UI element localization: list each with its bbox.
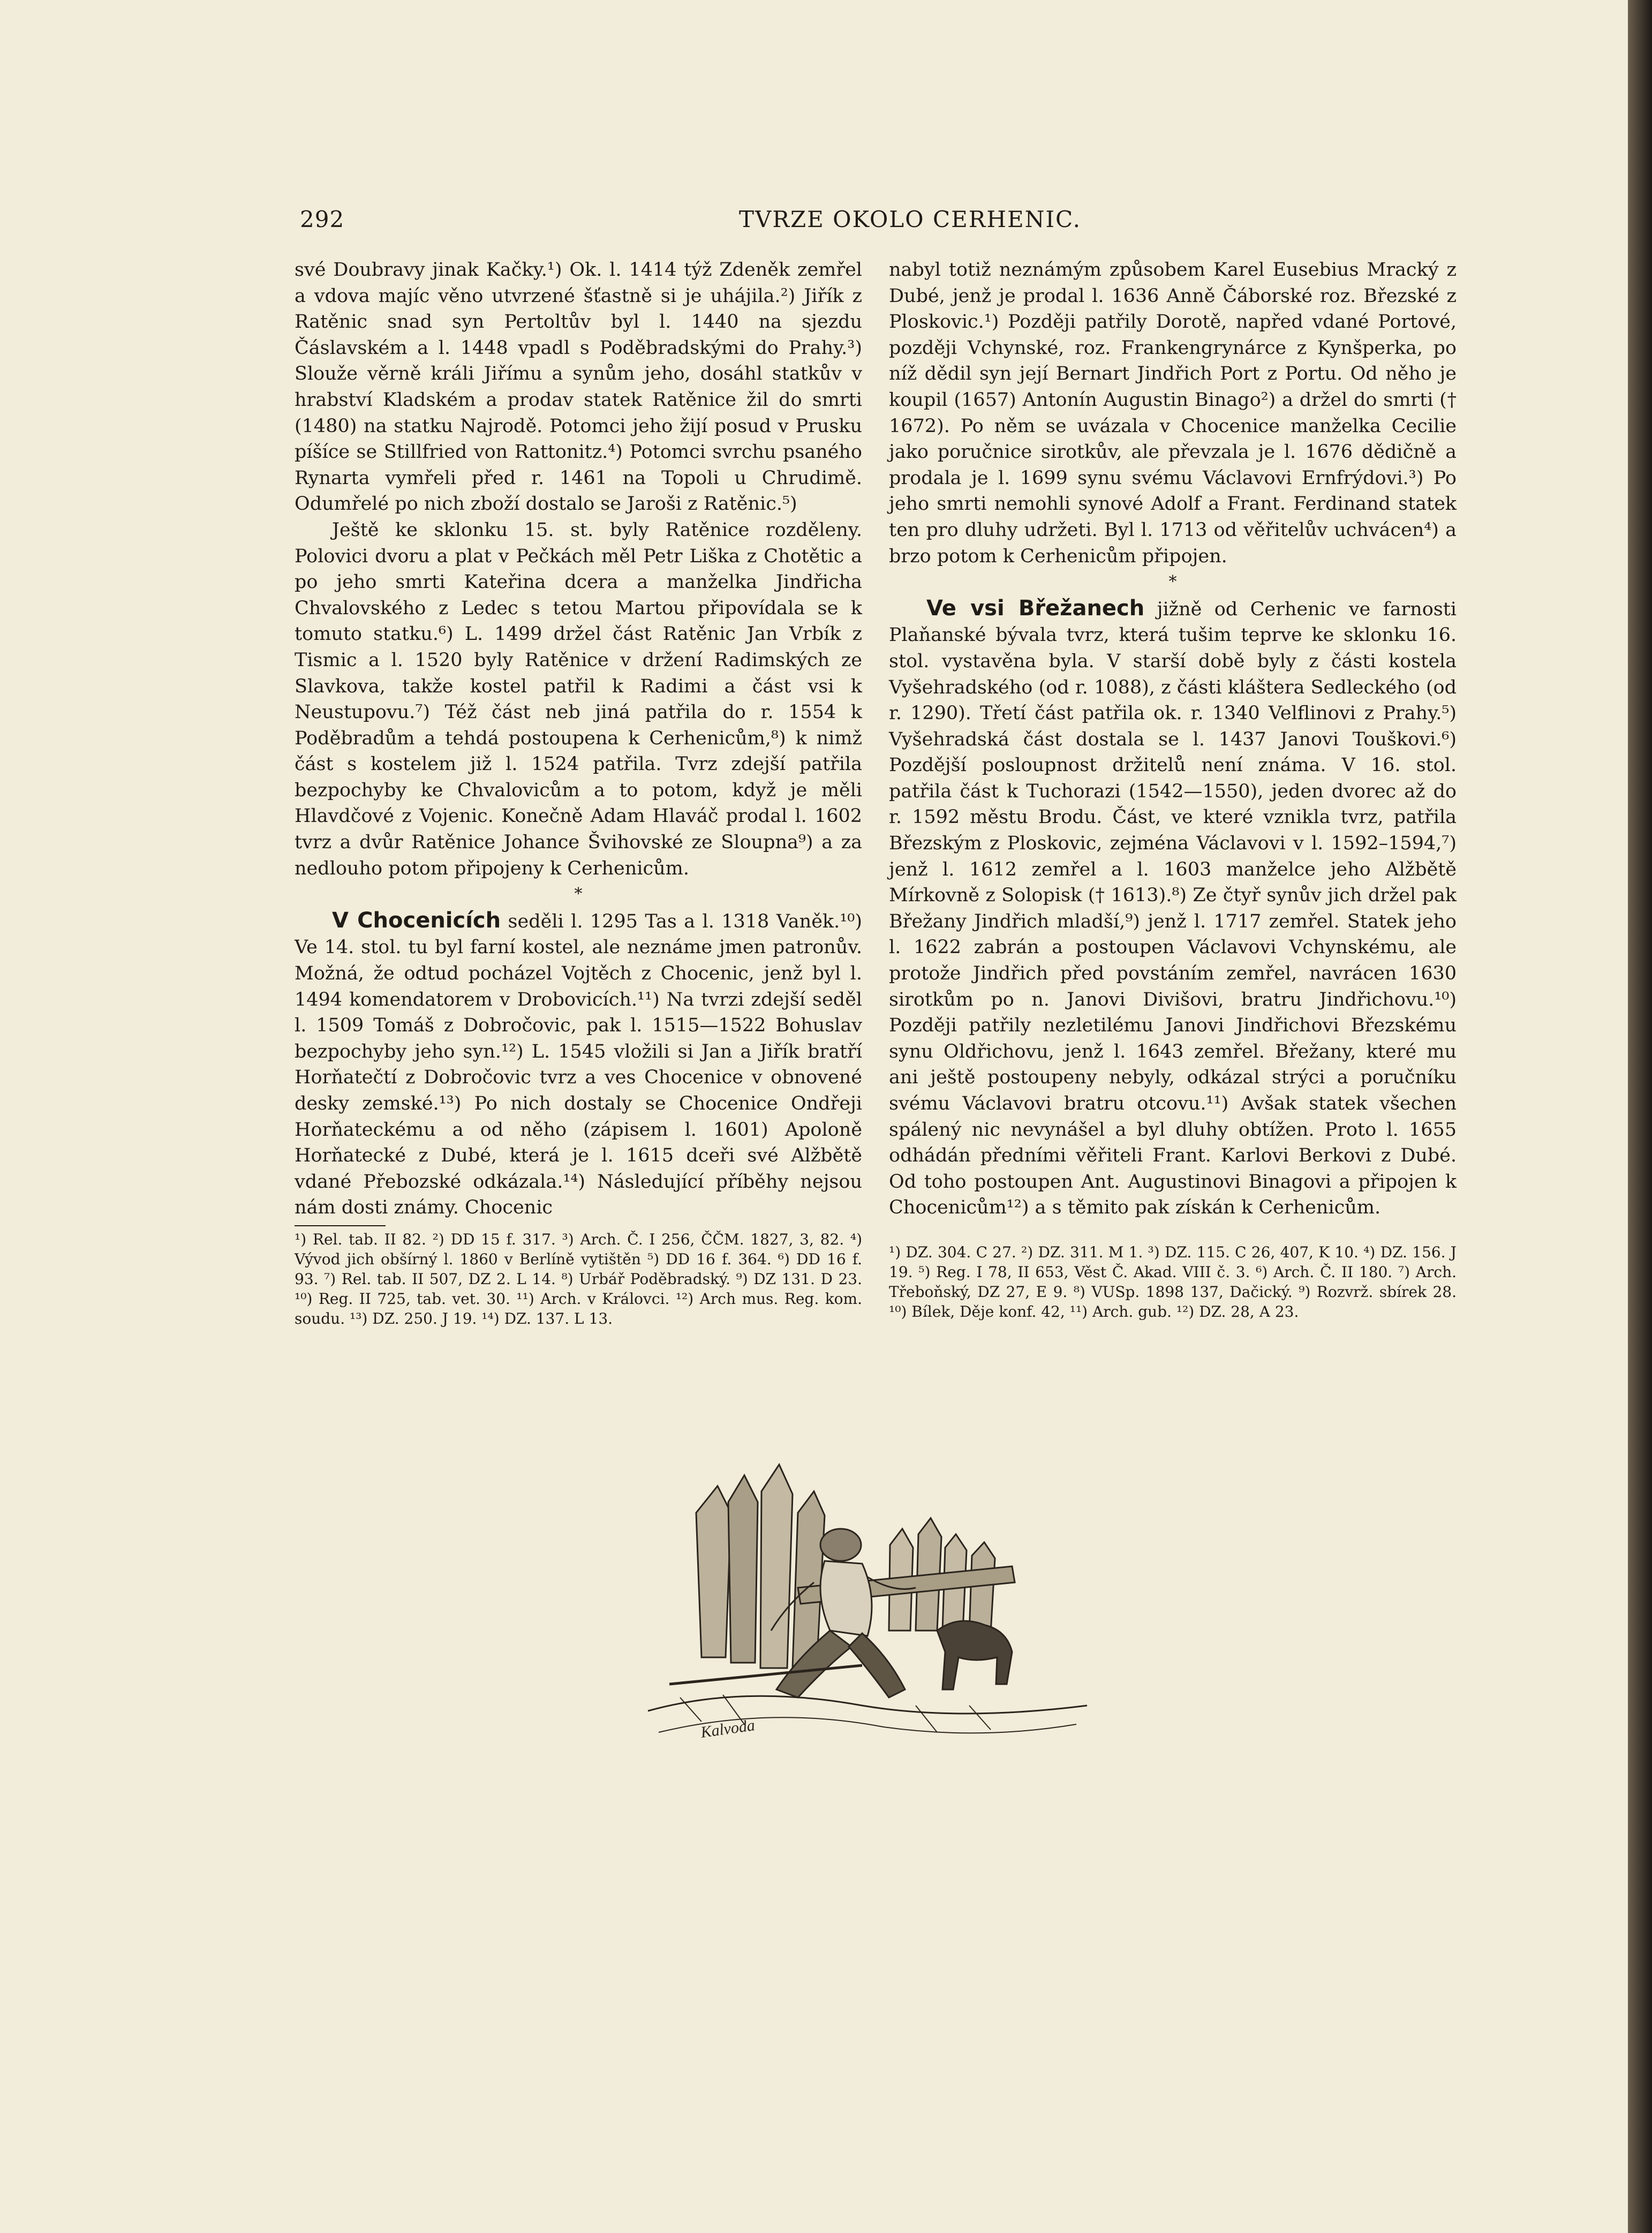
place-name-brezany: Ve vsi Břežanech <box>926 595 1145 621</box>
page-header <box>300 206 1574 238</box>
book-binding-edge <box>1628 0 1652 2233</box>
paragraph-brezany <box>889 595 1457 1221</box>
footnotes-right: ¹) DZ. 304. C 27. ²) DZ. 311. M 1. ³) DZ. 115. C 26, 407, K 10. ⁴) DZ. 156. J 19. ⁵) Reg. I 78, II 653, Věst Č. Akad. VIII č. 3. ⁶) Arch. Č. II 180. ⁷) Arch. Třeboňský, DZ 27, E 9. ⁸) VUSp. 1898 137, Dačický. ⁹) Rozvrž. sbírek 28. ¹⁰) Bílek, Děje konf. 42, ¹¹) Arch. gub. ¹²) DZ. 28, A 23. <box>889 1243 1457 1321</box>
section-separator: * <box>574 885 583 904</box>
place-name-chocenice: V Chocenicích <box>332 908 501 933</box>
paragraph-chocenice-text: seděli l. 1295 Tas a l. 1318 Vaněk.¹⁰) Ve 14. stol. tu byl farní kostel, ale neznáme jmen patronův. Možná, že odtud pocházel Vojtěch z Chocenic, jenž byl l. 1494 komendatorem v Drobovicích.¹¹) Na tvrzi zdejší seděl l. 1509 Tomáš z Dobročovic, pak l. 1515—1522 Bohuslav bezpochyby jeho syn.¹²) L. 1545 vložili si Jan a Jiřík bratří Horňatečtí z Dobročovic tvrz a ves Chocenice v obnovené desky zemské.¹³) Po nich dostaly se Chocenice Ondřeji Horňateckému a od něho (zápisem l. 1601) Apoloně Horňatecké z Dubé, která je l. 1615 dceři své Alžbětě vdané Přebozské odkázala.¹⁴) Následující příběhy nejsou nám dosti známy. Chocenic <box>295 910 862 1219</box>
paragraph-ratenice-2: Ještě ke sklonku 15. st. byly Ratěnice rozděleny. Polovici dvoru a plat v Pečkách měl Petr Liška z Chotětic a po jeho smrti Kateřina dcera a manželka Jindřicha Chvalovského z Ledec s tetou Martou připovídala se k tomuto statku.⁶) L. 1499 držel část Ratěnic Jan Vrbík z Tismic a l. 1520 byly Ratěnice v držení Radimských ze Slavkova, takže kostel patřil k Radimi a část vsi k Neustupovu.⁷) Též část neb jiná patřila do r. 1554 k Poděbradům a tehdá postoupena k Cerhenicům,⁸) k nimž část s kostelem již l. 1524 patřila. Tvrz zdejší patřila bezpochyby ke Chvalovicům a to potom, když je měli Hlavdčové z Vojenic. Konečně Adam Hlaváč prodal l. 1602 tvrz a dvůr Ratěnice Johance Švihovské ze Sloupna⁹) a za nedlouho potom připojeny k Cerhenicům. <box>295 519 862 879</box>
footnotes-left: ¹) Rel. tab. II 82. ²) DD 15 f. 317. ³) Arch. Č. I 256, ČČM. 1827, 3, 82. ⁴) Vývod jich obšírný l. 1860 v Berlíně vytištěn ⁵) DD 16 f. 364. ⁶) DD 16 f. 93. ⁷) Rel. tab. II 507, DZ 2. L 14. ⁸) Urbář Poděbradský. ⁹) DZ 131. D 23. ¹⁰) Reg. II 725, tab. vet. 30. ¹¹) Arch. v Královci. ¹²) Arch mus. Reg. kom. soudu. ¹³) DZ. 250. J 19. ¹⁴) DZ. 137. L 13. <box>295 1230 862 1327</box>
paragraph-brezany-text: jižně od Cerhenic ve farnosti Plaňanské bývala tvrz, která tušim teprve ke sklonku 16. stol. vystavěna byla. V starší době byly z části kostela Vyšehradského (od r. 1088), z části kláštera Sedleckého (od r. 1290). Třetí část patřila ok. r. 1340 Velflinovi z Prahy.⁵) Vyšehradská část dostala se l. 1437 Janovi Touškovi.⁶) Pozdější posloupnost držitelů není známa. V 16. stol. patřila část k Tuchorazi (1542—1550), jeden dvorec až do r. 1592 městu Brodu. Část, ve které vznikla tvrz, patřila Březským z Ploskovic, zejména Václavovi v l. 1592–1594,⁷) jenž l. 1612 zemřel a l. 1603 manželce jeho Alžbětě Mírkovně z Solopisk († 1613).⁸) Ze čtyř synův jich držel pak Břežany Jindřich mladší,⁹) jenž l. 1717 zemřel. Statek jeho l. 1622 zabrán a postoupen Václavovi Vchynskému, ale protože Jindřich před povstáním zemřel, navrácen 1630 sirotkům po n. Janovi Divišovi, bratru Jindřichovu.¹⁰) Později patřily nezletilému Janovi Jindřichovi Březskému synu Oldřichovu, jenž l. 1643 zemřel. Břežany, které mu ani ještě postoupeny nebyly, odkázal strýci a poručníku svému Václavovi bratru otcovu.¹¹) Avšak statek všechen spálený nic nevynášel a byl dluhy obtížen. Proto l. 1655 odhádán předními věřiteli Frant. Karlovi Berkovi z Dubé. Od toho postoupen Ant. Augustinovi Binagovi a připojen k Chocenicům¹²) a s těmito pak získán k Cerhenicům. <box>889 598 1457 1219</box>
illustration-signature: Kalvoda <box>699 1716 756 1741</box>
paragraph-ratenice-1: své Doubravy jinak Kačky.¹) Ok. l. 1414 týž Zdeněk zemřel a vdova majíc věno utvrzené šťastně si je uhájila.²) Jiřík z Ratěnic snad syn Pertoltův byl l. 1440 na sjezdu Čáslavském a l. 1448 vpadl s Poděbradskými do Prahy.³) Slouže věrně králi Jiřímu a synům jeho, dosáhl statkův v hrabství Kladském a prodav statek Ratěnice žil do smrti (1480) na statku Najrodě. Potomci jeho žijí posud v Prusku píšíce se Stillfried von Rattonitz.⁴) Potomci svrchu psaného Rynarta vymřeli před r. 1461 na Topoli u Chrudimě. Odumřelé po nich zboží dostalo se Jaroši z Ratěnic.⁵) <box>295 259 862 515</box>
fence-illustration <box>637 1454 1098 1754</box>
left-column <box>295 257 862 1329</box>
running-title: TVRZE OKOLO CERHENIC. <box>739 206 1081 232</box>
right-column <box>889 257 1457 1322</box>
paragraph-chocenice-cont: nabyl totiž neznámým způsobem Karel Eusebius Mracký z Dubé, jenž je prodal l. 1636 Anně Čáborské roz. Březské z Ploskovic.¹) Později patřily Dorotě, napřed vdané Portové, později Vchynské, roz. Frankengrynárce z Kynšperka, po níž dědil syn její Bernart Jindřich Port z Portu. Od něho je koupil (1657) Antonín Augustin Binago²) a držel do smrti († 1672). Po něm se uvázala v Chocenice manželka Cecilie jako poručnice sirotkův, ale převzala je l. 1676 dědičně a prodala je l. 1699 synu svému Václavovi Ernfrýdovi.³) Po jeho smrti nemohli synové Adolf a Frant. Ferdinand statek ten pro dluhy udržeti. Byl l. 1713 od věřitelův uchvácen⁴) a brzo potom k Cerhenicům připojen. <box>889 259 1457 567</box>
section-separator: * <box>1168 572 1177 592</box>
page-number: 292 <box>300 206 345 232</box>
footnote-rule <box>295 1225 386 1226</box>
paragraph-chocenice <box>295 908 862 1221</box>
